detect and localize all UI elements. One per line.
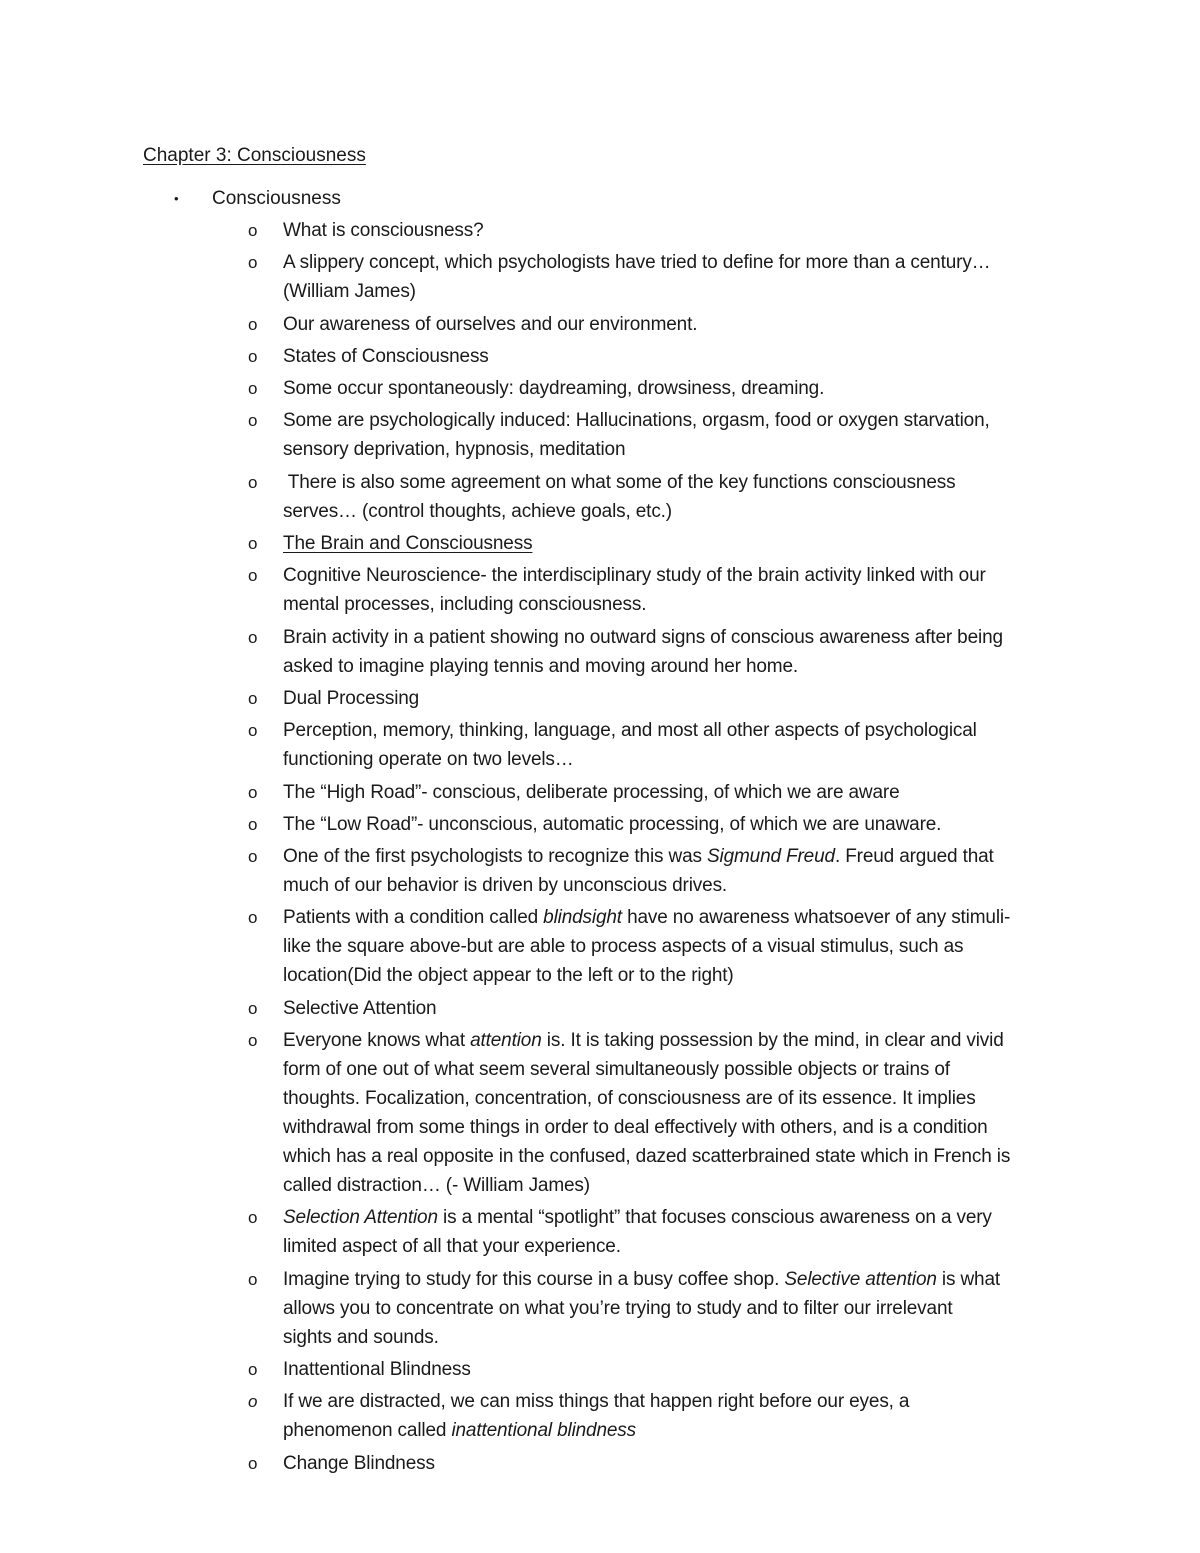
sub-bullet-marker: o bbox=[248, 1392, 258, 1412]
sub-bullet-marker: o bbox=[248, 814, 258, 834]
bullet-marker: • bbox=[174, 191, 179, 206]
text-line: much of our behavior is driven by unconscious drives. bbox=[283, 875, 728, 897]
sub-bullet-marker: o bbox=[248, 1208, 258, 1228]
sub-bullet-marker: o bbox=[248, 998, 258, 1018]
list-item-text bbox=[283, 1355, 1063, 1384]
text-run: is a mental “spotlight” that focuses conscious awareness on a very bbox=[437, 1207, 992, 1229]
sub-bullet-marker: o bbox=[248, 1359, 258, 1379]
list-item-text bbox=[283, 684, 1063, 713]
list-item-text bbox=[283, 374, 1063, 403]
sub-bullet-marker: o bbox=[248, 627, 258, 647]
list-item bbox=[0, 778, 1200, 807]
sub-bullet-marker: o bbox=[248, 253, 258, 273]
text-run: Our awareness of ourselves and our environment. bbox=[283, 313, 698, 335]
list-item-text bbox=[283, 623, 1063, 681]
italic-term: blindsight bbox=[543, 907, 622, 929]
sub-bullet-marker: o bbox=[248, 314, 258, 334]
text-line: (William James) bbox=[283, 281, 416, 303]
text-line: If we are distracted, we can miss things that happen right before our eyes, a bbox=[283, 1391, 910, 1413]
list-item-text bbox=[283, 1449, 1063, 1478]
list-item bbox=[0, 842, 1200, 900]
text-line: mental processes, including consciousness. bbox=[283, 594, 647, 616]
text-line: limited aspect of all that your experience. bbox=[283, 1236, 621, 1258]
sub-bullet-marker: o bbox=[248, 472, 258, 492]
text-line: Brain activity in a patient showing no outward signs of conscious awareness after being bbox=[283, 626, 1003, 648]
sub-bullet-marker: o bbox=[248, 1453, 258, 1473]
list-item-text bbox=[283, 561, 1063, 619]
sub-bullet-marker: o bbox=[248, 782, 258, 802]
text-line: thoughts. Focalization, concentration, of consciousness are of its essence. It implies bbox=[283, 1088, 976, 1110]
list-item bbox=[0, 561, 1200, 619]
list-item-text bbox=[283, 468, 1063, 526]
sub-bullet-marker: o bbox=[248, 847, 258, 867]
list-item-label: Consciousness bbox=[212, 188, 341, 209]
list-item bbox=[0, 903, 1200, 990]
text-line: allows you to concentrate on what you’re trying to study and to filter our irrelevant bbox=[283, 1297, 953, 1319]
text-run: is what bbox=[936, 1268, 1001, 1290]
text-run: Dual Processing bbox=[283, 687, 420, 709]
list-item bbox=[0, 1026, 1200, 1200]
text-line: functioning operate on two levels… bbox=[283, 749, 574, 771]
section-heading: The Brain and Consciousness bbox=[283, 533, 533, 555]
list-item-text bbox=[283, 342, 1063, 371]
text-line: A slippery concept, which psychologists have tried to define for more than a century… bbox=[283, 252, 991, 274]
sub-bullet-marker: o bbox=[248, 1031, 258, 1051]
text-line: There is also some agreement on what some of the key functions consciousness bbox=[283, 471, 956, 493]
text-run: The “High Road”- conscious, deliberate processing, of which we are aware bbox=[283, 781, 900, 803]
sub-bullet-marker: o bbox=[248, 534, 258, 554]
text-run: Everyone knows what bbox=[283, 1030, 471, 1052]
chapter-title: Chapter 3: Consciousness bbox=[143, 145, 366, 166]
text-line: like the square above-but are able to process aspects of a visual stimulus, such as bbox=[283, 936, 964, 958]
list-item-text bbox=[283, 248, 1063, 306]
list-item-text bbox=[283, 1026, 1063, 1200]
text-run: phenomenon called bbox=[283, 1420, 452, 1442]
list-item bbox=[0, 406, 1200, 464]
list-item bbox=[0, 1355, 1200, 1384]
list-item bbox=[0, 342, 1200, 371]
text-run: Some occur spontaneously: daydreaming, drowsiness, dreaming. bbox=[283, 378, 825, 400]
text-line: location(Did the object appear to the left or to the right) bbox=[283, 965, 734, 987]
list-item-text bbox=[283, 529, 1063, 558]
text-run: What is consciousness? bbox=[283, 220, 484, 241]
text-line: Cognitive Neuroscience- the interdisciplinary study of the brain activity linked with our bbox=[283, 565, 986, 587]
list-item bbox=[0, 684, 1200, 713]
text-line: which has a real opposite in the confused, dazed scatterbrained state which in French is bbox=[283, 1146, 1011, 1168]
list-item-text bbox=[283, 903, 1063, 990]
list-item bbox=[0, 1203, 1200, 1261]
text-run: Selective Attention bbox=[283, 997, 437, 1019]
text-run: States of Consciousness bbox=[283, 345, 489, 367]
list-item bbox=[0, 623, 1200, 681]
top-level-list bbox=[0, 186, 1200, 212]
list-item-text bbox=[283, 810, 1063, 839]
sub-bullet-marker: o bbox=[248, 411, 258, 431]
text-run: The “Low Road”- unconscious, automatic processing, of which we are unaware. bbox=[283, 813, 942, 835]
text-run: have no awareness whatsoever of any stimuli- bbox=[621, 907, 1011, 929]
text-run: is. It is taking possession by the mind, in clear and vivid bbox=[541, 1030, 1004, 1052]
text-run: Change Blindness bbox=[283, 1452, 435, 1474]
list-item bbox=[0, 248, 1200, 306]
sub-bullet-marker: o bbox=[248, 221, 258, 240]
text-run: Imagine trying to study for this course in a busy coffee shop. bbox=[283, 1268, 785, 1290]
list-item-text bbox=[283, 778, 1063, 807]
text-line: Perception, memory, thinking, language, and most all other aspects of psychological bbox=[283, 720, 977, 742]
sub-bullet-marker: o bbox=[248, 566, 258, 586]
italic-term: Selective attention bbox=[784, 1268, 937, 1290]
text-line: asked to imagine playing tennis and moving around her home. bbox=[283, 655, 799, 677]
italic-term: Selection Attention bbox=[283, 1207, 438, 1229]
list-item bbox=[0, 716, 1200, 774]
list-item bbox=[0, 468, 1200, 526]
list-item-consciousness bbox=[0, 186, 1200, 212]
text-line: called distraction… (- William James) bbox=[283, 1175, 590, 1197]
text-line: sensory deprivation, hypnosis, meditation bbox=[283, 439, 626, 461]
list-item-text bbox=[283, 1265, 1063, 1352]
italic-term: Sigmund Freud bbox=[706, 846, 835, 868]
italic-term: attention bbox=[470, 1030, 542, 1052]
sub-bullet-marker: o bbox=[248, 379, 258, 399]
list-item-text bbox=[283, 842, 1063, 900]
sub-bullet-marker: o bbox=[248, 346, 258, 366]
italic-term: inattentional blindness bbox=[451, 1420, 637, 1442]
text-line: withdrawal from some things in order to deal effectively with others, and is a condition bbox=[283, 1117, 988, 1139]
list-item bbox=[0, 374, 1200, 403]
list-item-text bbox=[283, 216, 1063, 245]
text-line: Some are psychologically induced: Hallucinations, orgasm, food or oxygen starvation, bbox=[283, 410, 990, 432]
list-item-text bbox=[283, 1203, 1063, 1261]
text-run: Inattentional Blindness bbox=[283, 1358, 471, 1380]
list-item bbox=[0, 216, 1200, 245]
list-item-text bbox=[283, 716, 1063, 774]
list-item-text bbox=[283, 1387, 1063, 1445]
sub-bullet-marker: o bbox=[248, 721, 258, 741]
sub-bullet-marker: o bbox=[248, 688, 258, 708]
list-item bbox=[0, 1265, 1200, 1352]
list-item bbox=[0, 310, 1200, 339]
text-line: form of one out of what seem several simultaneously possible objects or trains of bbox=[283, 1059, 950, 1081]
text-run: . Freud argued that bbox=[834, 846, 994, 868]
sub-bullet-marker: o bbox=[248, 1269, 258, 1289]
list-item-text bbox=[283, 994, 1063, 1023]
list-item bbox=[0, 810, 1200, 839]
list-item bbox=[0, 1449, 1200, 1478]
text-run: Patients with a condition called bbox=[283, 907, 544, 929]
list-item-text bbox=[283, 310, 1063, 339]
text-line: sights and sounds. bbox=[283, 1326, 439, 1348]
list-item-text bbox=[283, 406, 1063, 464]
list-item bbox=[0, 994, 1200, 1023]
list-item bbox=[0, 529, 1200, 558]
sub-list bbox=[0, 216, 1200, 1481]
list-item bbox=[0, 1387, 1200, 1445]
text-run: One of the first psychologists to recognize this was bbox=[283, 846, 707, 868]
sub-bullet-marker: o bbox=[248, 908, 258, 928]
text-line: serves… (control thoughts, achieve goals, etc.) bbox=[283, 500, 672, 522]
